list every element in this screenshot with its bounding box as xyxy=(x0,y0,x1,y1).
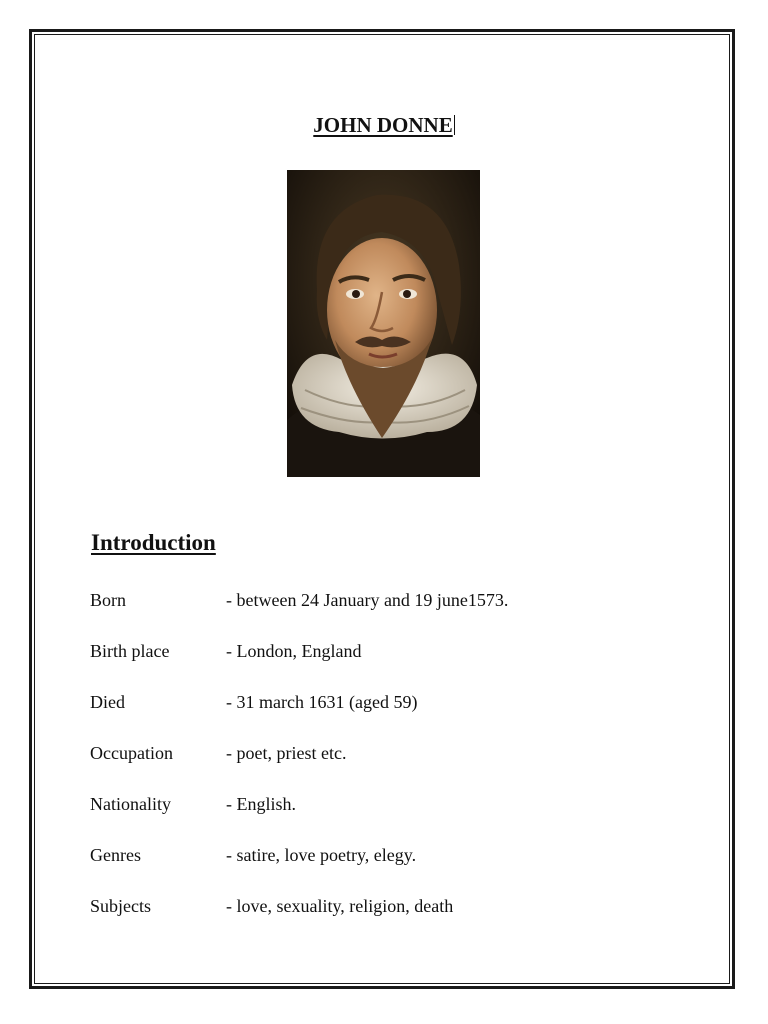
fact-label: Subjects xyxy=(90,896,151,916)
fact-label: Died xyxy=(90,692,125,712)
fact-value: - poet, priest etc. xyxy=(226,743,347,763)
fact-row-subjects xyxy=(90,891,690,942)
fact-value: - London, England xyxy=(226,641,362,661)
fact-row-nationality xyxy=(90,789,690,840)
page-title xyxy=(0,110,768,140)
fact-value: - satire, love poetry, elegy. xyxy=(226,845,417,865)
page-title-text: JOHN DONNE xyxy=(313,113,453,137)
portrait-image xyxy=(287,170,480,477)
fact-row-genres xyxy=(90,840,690,891)
fact-label: Born xyxy=(90,590,126,610)
fact-value: - English. xyxy=(226,794,296,814)
fact-value: - between 24 January and 19 june1573. xyxy=(226,590,509,610)
fact-label: Genres xyxy=(90,845,141,865)
section-heading-introduction: Introduction xyxy=(91,530,216,555)
fact-row-died xyxy=(90,687,690,738)
portrait-drawing xyxy=(287,170,480,477)
fact-label: Birth place xyxy=(90,641,170,661)
fact-label: Nationality xyxy=(90,794,171,814)
fact-value: - 31 march 1631 (aged 59) xyxy=(226,692,418,712)
text-cursor xyxy=(454,115,455,135)
fact-row-occupation xyxy=(90,738,690,789)
fact-value: - love, sexuality, religion, death xyxy=(226,896,454,916)
fact-row-born xyxy=(90,585,690,636)
fact-label: Occupation xyxy=(90,743,173,763)
facts-list xyxy=(90,585,690,942)
fact-row-birth-place xyxy=(90,636,690,687)
